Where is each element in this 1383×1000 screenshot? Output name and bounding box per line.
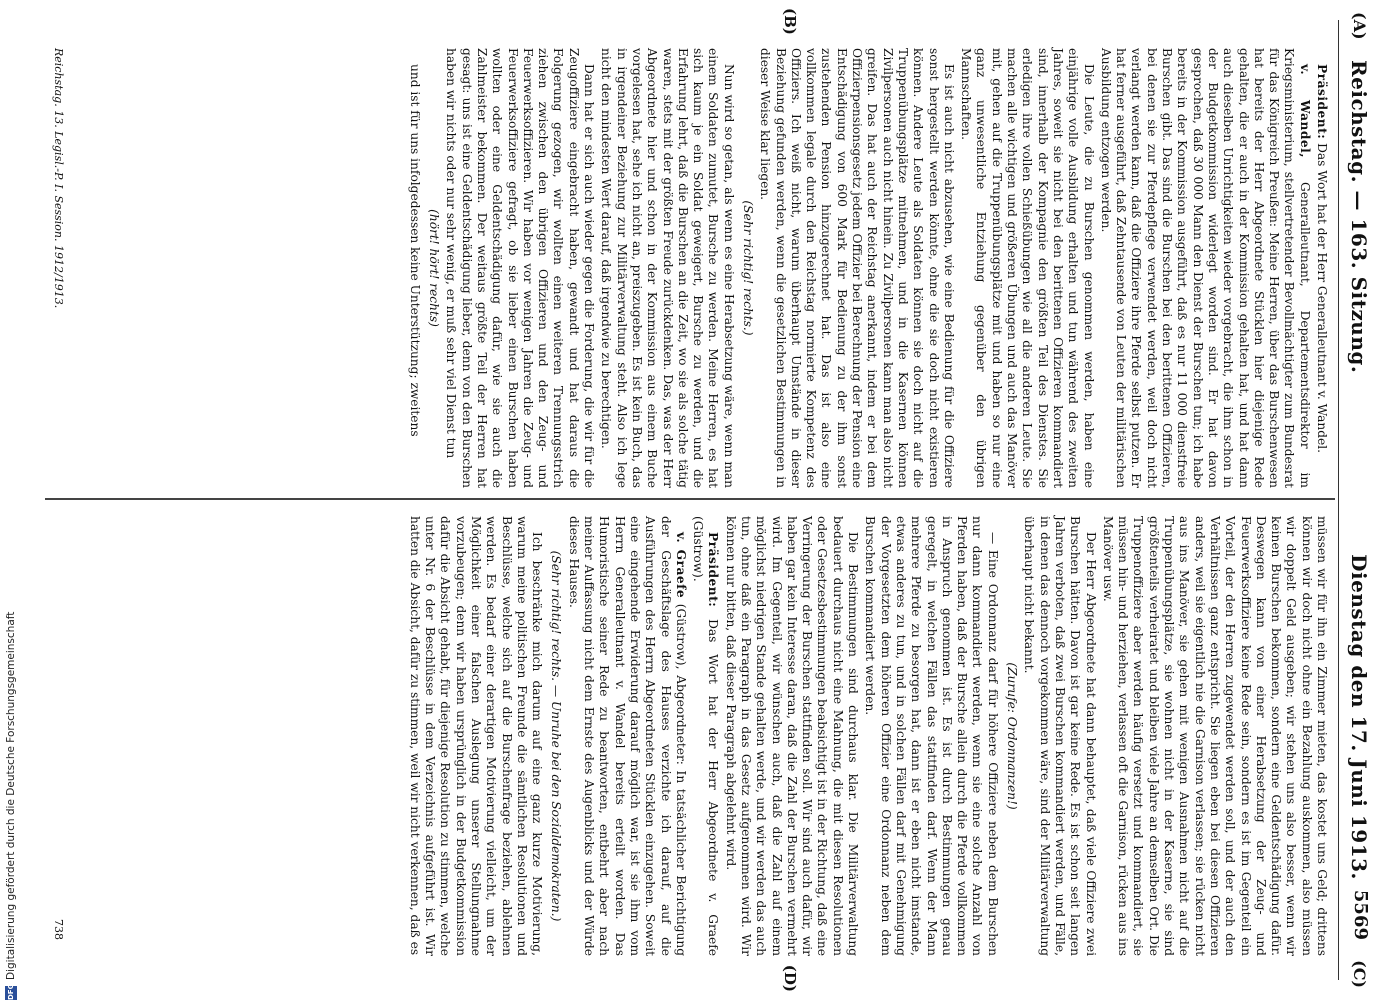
header-rule (1338, 20, 1339, 980)
paragraph-text: und ist für uns infolgedessen keine Unterstützung; zweitens (407, 64, 422, 437)
margin-label-a: (A) (1350, 12, 1369, 40)
paragraph-text: Die Bestimmungen sind durchaus klar. Die Militärverwaltung bedauert durchaus nicht eine Mahnung, die mit diesen Resolutionen oder Gesetzesbestimmungen beabsichtigt ist in der Richtung, daß eine Verringerung der Burschen stattfinden soll. Wir sind auch dafür, wir haben gar kein Interesse daran, daß die Zahl der Burschen vermehrt wird. Im Gegenteil, wir wünschen auch, daß die Zahl auf einem möglichst niedrigen Stande gehalten werde, und wir werden das auch tun, ohne daß ein Paragraph in das Gesetz aufgenommen wird. Wir können nur bitten, daß dieser Paragraph abgelehnt wird. (723, 516, 861, 956)
paragraph-text: Ich beschränke mich darum auf eine ganz kurze Motivierung, warum meine politischen Freunde die sämtlichen Resolutionen und Beschlüsse, welche sich auf die Burschenfrage beziehen, ablehnen werden. Es bedarf einer derartigen Motivierung vielleicht, um der Möglichkeit einer falschen Auslegung unserer Stellungnahme vorzubeugen; denn wir haben ursprünglich in der Budgetkommission dafür die Absicht gehabt, für diejenige Resolution zu stimmen, welche unter Nr. 6 der Beschlüsse in dem Verzeichnis aufgeführt ist. Wir hatten die Absicht, dafür zu stimmen, weil wir nicht verkennen, daß es (407, 516, 545, 956)
paragraph (757, 48, 956, 488)
interjection: (Zurufe: Ordonnanzen!) (1005, 662, 1020, 810)
header-title-right: Dienstag den 17. Juni 1913. (1347, 554, 1371, 880)
paragraph-text: — Eine Ordonnanz darf für höhere Offiziere neben dem Burschen nur dann kommandiert werden, wenn sie eine solche Anzahl von Pferden haben, daß der Bursche allein durch die Pferde vollkommen in Anspruch genommen ist. Es ist durch Bestimmungen genau geregelt, in welchen Fällen das stattfinden darf. Wenn der Mann mehrere Pferde zu besorgen hat, dann ist er eben nicht imstande, etwas anderes zu tun, und in solchen Fällen darf mit Genehmigung der Vorgesetzten dem höheren Offizier eine Ordonnanz neben dem Burschen kommandiert werden. (863, 516, 1000, 956)
paragraph-text: Es ist auch nicht abzusehen, wie eine Bedienung für die Offiziere sonst hergestellt werden könnte, ohne die sie doch nicht existieren können. Andere Leute als Soldaten können sie doch nicht auf die Truppenübungsplätze mitnehmen, und in die Kasernen können Zivilpersonen auch nicht hinein. Zu Zivilpersonen kann man also nicht greifen. Das hat auch der Reichstag anerkannt, indem er bei dem Offizierpensionsgesetz jedem Offizier bei Berechnung der Pension eine Entschädigung von 600 Mark für Bedienung zu der ihm sonst zustehenden Pension hinzugerechnet hat. Das ist also eine vollkommen legale durch den Reichstag normierte Kompetenz des Offiziers. Ich weiß nicht, warum überhaupt Umstände in dieser Beziehung gefunden werden, wenn die gesetzlichen Bestimmungen in dieser Weise klar liegen. (758, 48, 956, 488)
paragraph (406, 48, 421, 488)
paragraph-text: Generalleutnant, Departementsdirektor im Kriegsministerium, stellvertretender Bevollmächtigter zum Bundesrat für das Königreich Preußen: Meine Herren, über das Burschenwesen hat bereits der Herr Abgeordnete Stücklen hier diejenige Rede gehalten, die er auch in der Kommission gehalten hat, und hat dann auch dieselben Unrichtigkeiten wieder vorgebracht, die ihm schon in der Budgetkommission widerlegt worden sind. Er hat davon gesprochen, daß 30 000 Mann den Dienst der Burschen tun; ich habe bereits in der Kommission ausgeführt, daß es nur 11 000 dienstfreie Burschen gibt. Das sind die Burschen bei den berittenen Offizieren, bei denen sie zur Pferdepflege verwendet werden, weil doch nicht verlangt werden kann, daß die Offiziere ihre Pferde selbst putzen. Er hat ferner ausgeführt, daß Zehntausende von Leuten der militärischen Ausbildung entzogen werden. (1098, 48, 1312, 488)
column-divider (45, 498, 1335, 500)
credit-text: Digitalisierung gefördert durch die Deutsche Forschungsgemeinschaft (5, 611, 17, 980)
left-column (404, 48, 1329, 488)
paragraph (598, 48, 736, 488)
paragraph (1021, 516, 1097, 956)
margin-label-b: (B) (781, 8, 799, 35)
paragraph-text: Die Leute, die zu Burschen genommen werden, haben eine einjährige volle Ausbildung erhalten und tun während des zweiten Jahres, soweit sie nicht bei den berittenen Offizieren kommandiert sind, innerhalb der Kompagnie den größten Teil des Dienstes. Sie erledigen ihre vollen Schießübungen wie all die anderen Leute. Sie machen alle wichtigen und größeren Übungen und auch das Manöver mit, gehen auf die Truppenübungsplätze mit und haben so nur eine ganz unwesentliche Entziehung gegenüber den übrigen Mannschaften. (959, 48, 1096, 488)
paragraph-text: Das Wort hat der Herr Generalleutnant v. Wandel. (1315, 139, 1329, 454)
paragraph (1098, 48, 1312, 488)
footer-session: Reichstag. 13. Legisl.-P. I. Session. 1912/1913. (52, 48, 65, 309)
interjection: (hört! hört! rechts) (427, 209, 442, 327)
margin-label-d: (D) (781, 964, 799, 992)
page-header (1343, 12, 1371, 988)
paragraph-text: Der Herr Abgeordnete hat dann behauptet, daß viele Offiziere zwei Burschen hätten. Davon ist gar keine Rede. Es ist schon seit langen Jahren verboten, daß zwei Burschen kommandiert werden, und Fälle, in denen das dennoch vorgekommen wäre, sind der Militärverwaltung überhaupt nicht bekannt. (1022, 516, 1098, 956)
paragraph (690, 516, 721, 956)
page-number: 5569 (1350, 889, 1371, 940)
speaker-name: Präsident: (1315, 64, 1329, 140)
paragraph (443, 48, 596, 488)
header-title-left: Reichstag. — 163. Sitzung. (1347, 60, 1371, 374)
paragraph (1100, 516, 1329, 956)
speaker-name: Präsident: (706, 532, 721, 608)
speaker-name: v. Graefe (673, 532, 688, 599)
paragraph (565, 516, 687, 956)
interjection: (Sehr richtig! rechts. — Unruhe bei den Sozialdemokraten.) (549, 550, 564, 922)
footer-number: 738 (52, 919, 65, 940)
paragraph-text: Nun wird so getan, als wenn es eine Herabsetzung wäre, wenn man einem Soldaten zumutet, Bursche zu werden. Meine Herren, es hat sich kaum je ein Soldat geweigert, Bursche zu werden, und die Erfahrung lehrt, daß die Burschen an die Zeit, wo sie als solche tätig waren, stets mit der größten Freude zurückdenken. Das, was der Herr Abgeordnete hier und schon in der Kommission aus einem Buche vorgelesen hat, sehe ich nicht an, preiszugeben. Es ist kein Buch, das in irgendeiner Beziehung zur Militärverwaltung steht. Also ich lege nicht den mindesten Wert darauf, daß irgendwie zu berechtigen. (599, 48, 736, 488)
speaker-name: v. Wandel, (1297, 64, 1312, 158)
paragraph-text: Das Wort hat der Herr Abgeordnete v. Graefe (Güstrow). (691, 516, 721, 956)
paragraph-text: müssen wir für ihn ein Zimmer mieten, das kostet uns Geld; drittens können wir doch nicht ohne ein Bezahlung auskommen, also müssen wir doppelt Geld ausgeben; wir stehen uns also besser, wenn wir keinen Burschen bekommen, sondern eine Geldentschädigung dafür. Deswegen kann von einer Herabsetzung der Zeug- und Feuerwerksoffiziere keine Rede sein, sondern es ist im Gegenteil ein Vorteil, der den Herren zugewendet werden soll, und der auch den Verhältnissen ganz entspricht. Sie liegen eben bei diesen Offizieren anders, weil sie eigentlich nie die Garnison verlassen; sie rücken nicht aus ins Manöver, sie gehen mit wenigen Ausnahmen nicht auf die Truppenübungsplätze, sie wohnen nicht in der Kaserne, sie sind größtenteils verheiratet und bleiben viele Jahre an demselben Ort. Die Truppenoffiziere aber werden häufig versetzt und kommandiert, sie müssen hin- und herziehen, verlassen oft die Garnison, rücken aus ins Manöver usw. (1100, 516, 1329, 956)
paragraph-text: Dann hat er sich auch wieder gegen die Forderung, die wir für die Zeugoffiziere eingebracht haben, gewandt und hat daraus die Folgerung gezogen, wir wollten einen weiteren Trennungsstrich ziehen zwischen den übrigen Offizieren und den Zeug- und Feuerwerksoffizieren. Wir haben vor wenigen Jahren die Zeug- und Feuerwerksoffiziere gefragt, ob sie lieber einen Burschen haben wollten oder eine Geldentschädigung dafür, wie sie auch die Zahlmeister bekommen. Der weitaus größte Teil der Herren hat gesagt: uns ist eine Geldentschädigung lieber, denn von den Burschen haben wir nichts oder nur sehr wenig, er muß sehr viel Dienst tun (444, 48, 597, 488)
paragraph (862, 516, 1000, 956)
paragraph (1314, 48, 1329, 488)
paragraph-text: (Güstrow), Abgeordneter: In tatsächlicher Berichtigung der Geschäftslage des Hauses verzichte ich darauf, auf die Ausführungen des Herrn Abgeordneten Stücklen einzugehen. Soweit eine eingehende Erwiderung darauf möglich war, ist sie ihm vom Herrn Generalleutnant v. Wandel bereits erteilt worden. Das Humoristische seiner Rede zu beantworten, entbehrt aber nach meiner Auffassung nicht dem Ernste des Augenblicks und der Würde dieses Hauses. (566, 516, 688, 956)
right-column (404, 516, 1329, 956)
paragraph (722, 516, 860, 956)
margin-label-c: (C) (1350, 960, 1369, 988)
paragraph (958, 48, 1096, 488)
digitization-credit (2, 480, 20, 1000)
interjection: (Sehr richtig! rechts.) (741, 200, 756, 336)
dfg-logo: DFG (7, 983, 15, 1000)
paragraph (406, 516, 544, 956)
